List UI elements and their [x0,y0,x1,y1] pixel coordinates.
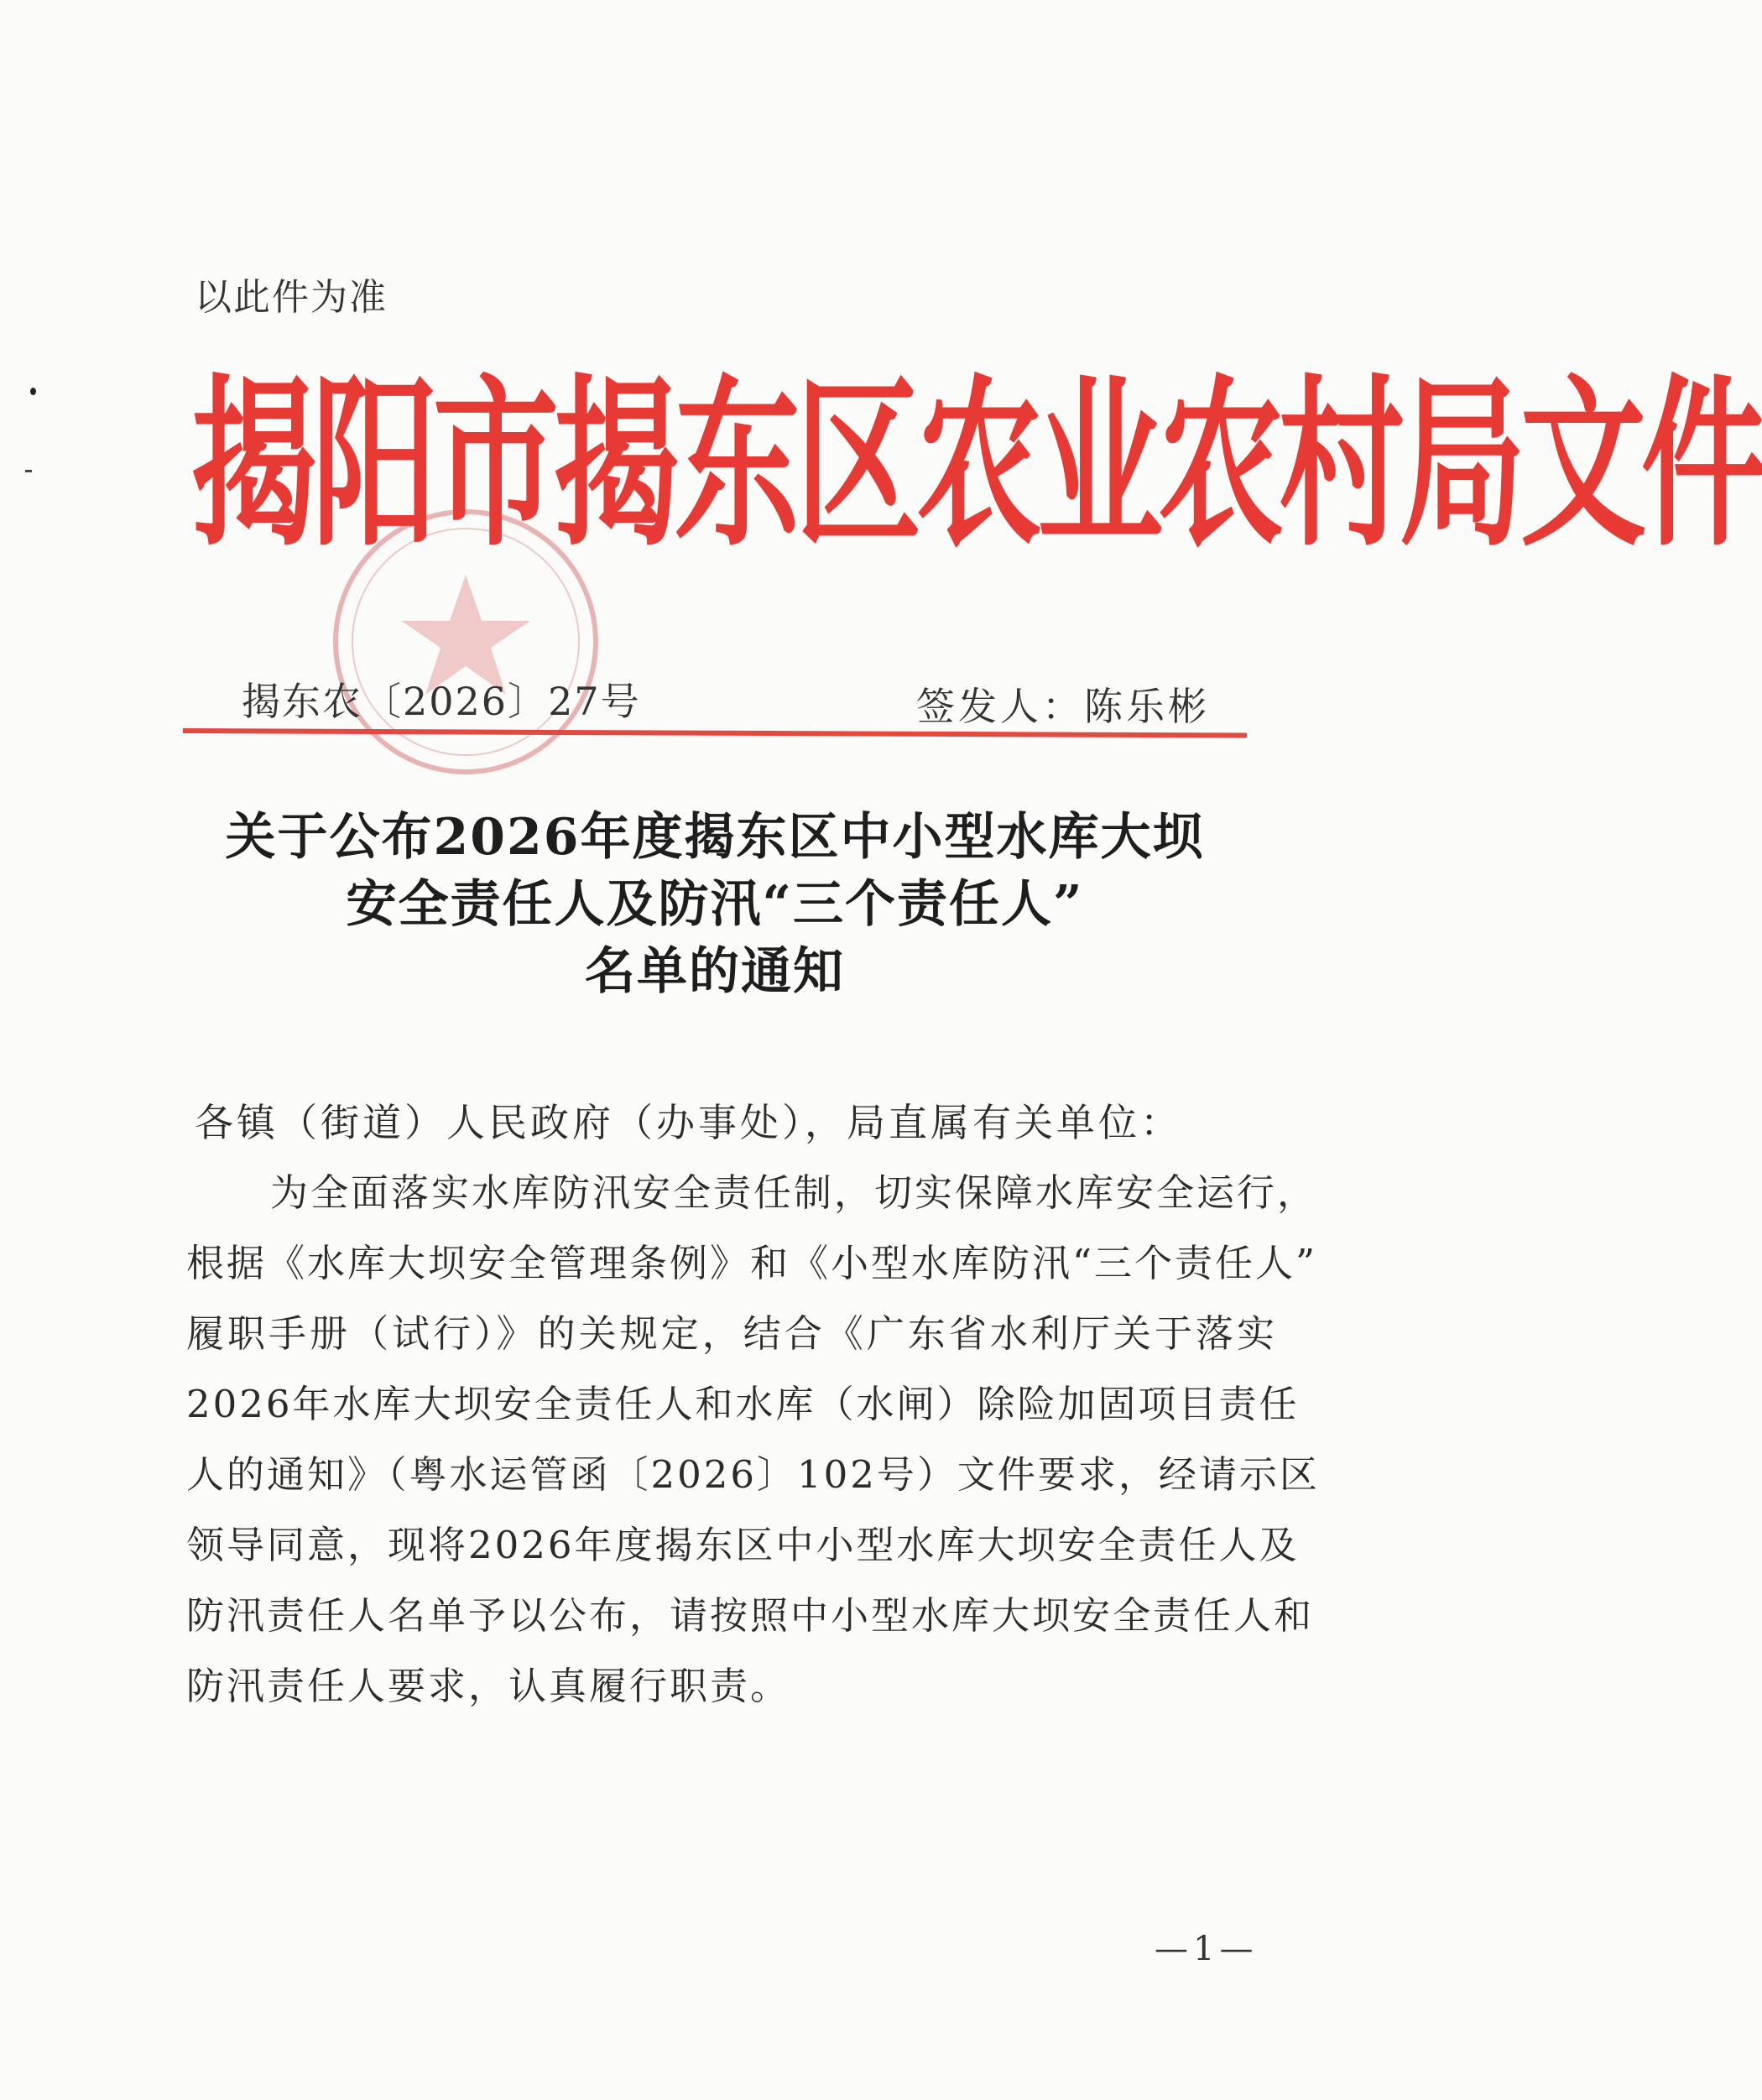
title-line-3: 名单的通知 [585,942,845,1001]
document-title [126,804,1304,1005]
body-line: 为全面落实水库防汛安全责任制，切实保障水库安全运行， [270,1170,1318,1215]
document-number: 揭东农〔2026〕27号 [242,679,641,724]
margin-mark [25,470,32,472]
body-line: 防汛责任人名单予以公布，请按照中小型水库大坝安全责任人和 [186,1593,1315,1638]
body-line: 2026年水库大坝安全责任人和水库（水闸）除险加固项目责任 [186,1382,1300,1426]
body-line: 根据《水库大坝安全管理条例》和《小型水库防汛“三个责任人” [186,1241,1318,1285]
body-line: 领导同意，现将2026年度揭东区中小型水库大坝安全责任人及 [186,1523,1300,1567]
signer: 签发人：陈乐彬 [916,684,1210,729]
margin-mark [30,388,36,395]
title-line-2: 安全责任人及防汛“三个责任人” [346,875,1084,934]
body-line: 人的通知》（粤水运管函〔2026〕102号）文件要求，经请示区 [186,1452,1320,1497]
body-line: 履职手册（试行）》的关规定，结合《广东省水利厅关于落实 [186,1311,1277,1356]
notice-label: 以此件为准 [195,276,388,319]
page-number: —1— [1155,1930,1259,1968]
salutation: 各镇（街道）人民政府（办事处），局直属有关单位： [195,1100,1182,1145]
body-line: 防汛责任人要求，认真履行职责。 [186,1664,791,1708]
letterhead-title: 揭阳市揭东区农业农村局文件 [191,359,1762,572]
title-line-1: 关于公布2026年度揭东区中小型水库大坝 [225,808,1205,867]
body-paragraph [186,1158,1320,1722]
